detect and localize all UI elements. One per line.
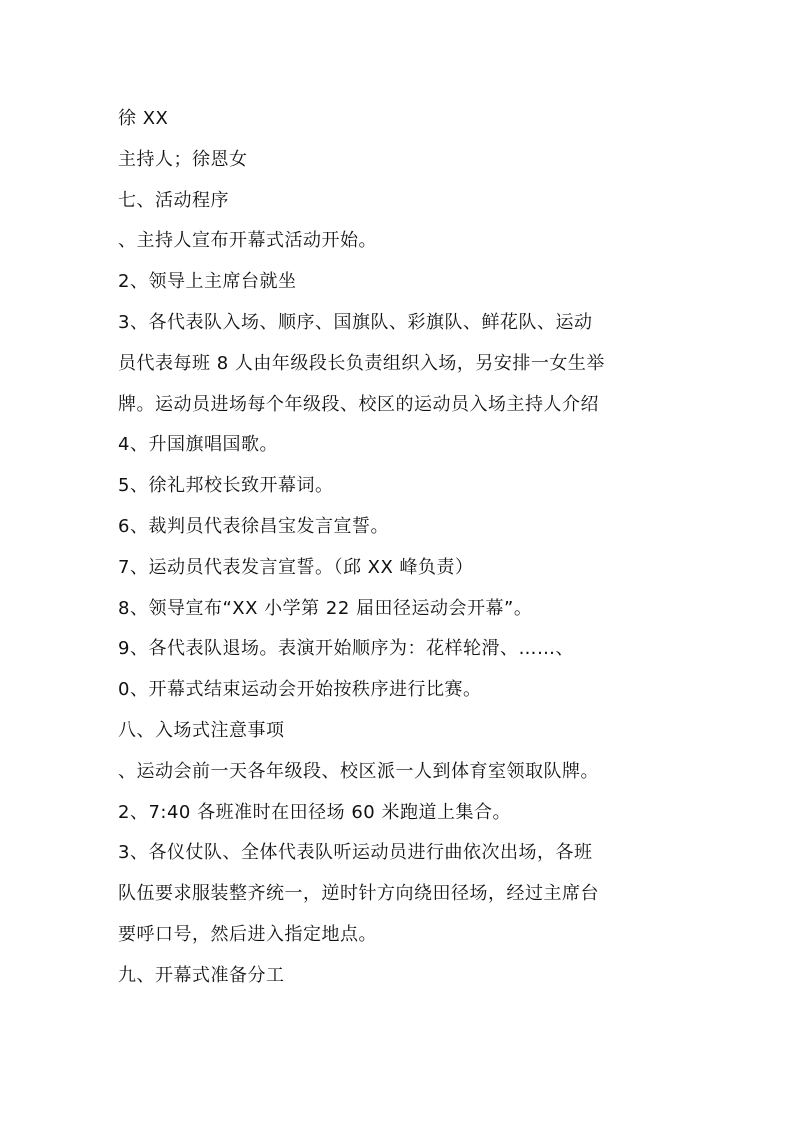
text-line: 主持人；徐恩女 [118,148,248,170]
text-line: 、运动会前一天各年级段、校区派一人到体育室领取队牌。 [118,760,599,782]
section-heading: 九、开幕式准备分工 [118,964,285,986]
text-line: 3、各仪仗队、全体代表队听运动员进行曲依次出场，各班 [118,842,593,864]
text-line: 要呼口号，然后进入指定地点。 [118,923,377,945]
section-heading: 八、入场式注意事项 [118,719,285,741]
text-line: 9、各代表队退场。表演开始顺序为：花样轮滑、……、 [118,638,574,660]
text-line: 徐 XX [118,108,169,129]
text-line: 牌。运动员进场每个年级段、校区的运动员入场主持人介绍 [118,393,599,415]
text-line: 6、裁判员代表徐昌宝发言宣誓。 [118,515,389,537]
text-line: 3、各代表队入场、顺序、国旗队、彩旗队、鲜花队、运动 [118,311,593,333]
document-body [118,99,698,997]
text-line: 队伍要求服装整齐统一，逆时针方向绕田径场，经过主席台 [118,883,599,905]
text-line: 员代表每班 8 人由年级段长负责组织入场，另安排一女生举 [118,352,605,374]
text-line: 2、领导上主席台就坐 [118,271,297,293]
text-line: 4、升国旗唱国歌。 [118,434,278,456]
text-line: 、主持人宣布开幕式活动开始。 [118,230,377,252]
text-line: 7、运动员代表发言宣誓。（邱 XX 峰负责） [118,556,474,578]
text-line: 2、7:40 各班准时在田径场 60 米跑道上集合。 [118,801,511,823]
text-line: 0、开幕式结束运动会开始按秩序进行比赛。 [118,679,482,701]
text-line: 5、徐礼邦校长致开幕词。 [118,475,334,497]
text-line: 8、领导宣布“XX 小学第 22 届田径运动会开幕”。 [118,597,533,619]
section-heading: 七、活动程序 [118,189,229,211]
